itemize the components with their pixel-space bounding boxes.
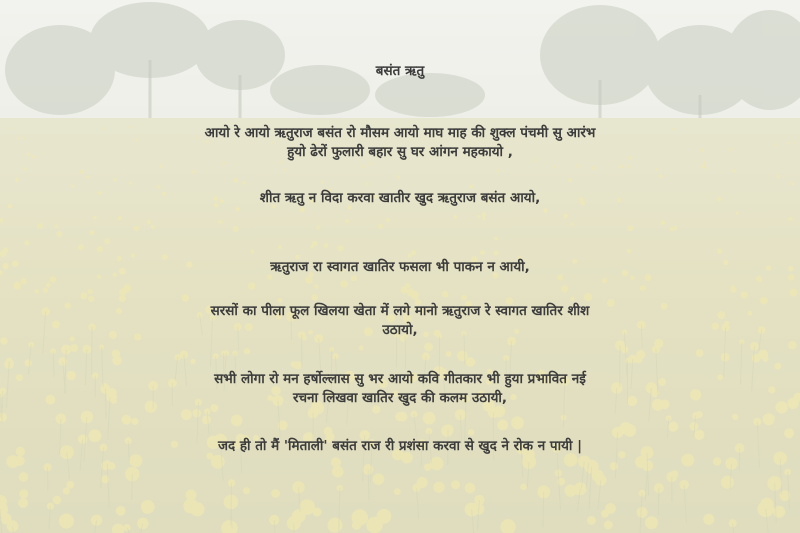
poem-line: जद ही तो मैं 'मिताली' बसंत राज री प्रशंसा करवा से खुद ने रोक न पायी | xyxy=(217,438,583,454)
poem-title: बसंत ऋतु xyxy=(375,63,425,79)
poem-line: हुयो ढेरों फुलारी बहार सु घर आंगन महकायो , xyxy=(287,144,513,160)
poem-line: सभी लोगा रो मन हर्षोल्लास सु भर आयो कवि गीतकार भी हुया प्रभावित नई xyxy=(214,371,586,387)
poem-line: सरसों का पीला फूल खिलया खेता में लगे मानो ऋतुराज रे स्वागत खातिर शीश xyxy=(210,303,590,319)
poem-line: रचना लिखवा खातिर खुद की कलम उठायी, xyxy=(292,390,508,406)
poem-line: ऋतुराज रा स्वागत खातिर फसला भी पाकन न आयी, xyxy=(270,259,530,275)
poem-line: आयो रे आयो ऋतुराज बसंत रो मौसम आयो माघ माह की शुक्ल पंचमी सु आरंभ xyxy=(204,125,596,141)
poem-line: उठायो, xyxy=(382,322,418,338)
poem-line: शीत ऋतु न विदा करवा खातीर खुद ऋतुराज बसंत आयो, xyxy=(259,190,541,206)
